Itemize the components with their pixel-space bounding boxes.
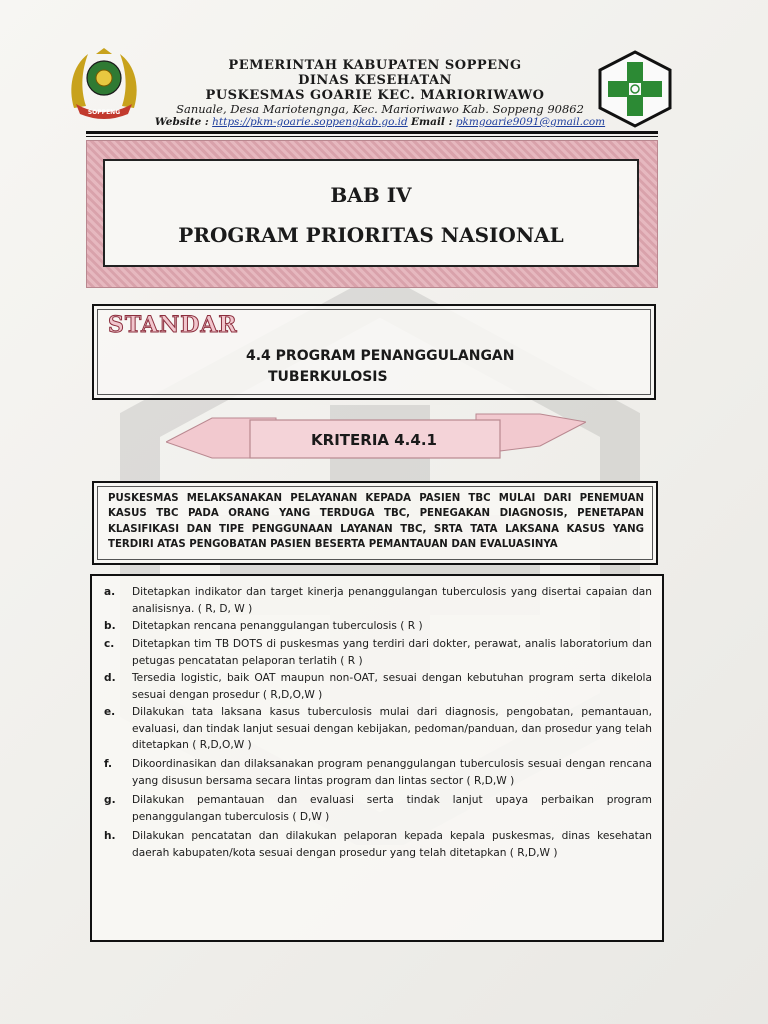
letterhead-address: Sanuale, Desa Mariotengnga, Kec. Marioriwawo Kab. Soppeng 90862 (176, 102, 584, 116)
list-item-letter: h. (104, 830, 116, 842)
list-item (104, 670, 652, 703)
chapter-banner (86, 140, 658, 288)
letterhead-rule-thick (86, 131, 658, 134)
list-item-text: Dilakukan pencatatan dan dilakukan pelaporan kepada kepala puskesmas, dinas kesehatan daerah kabupaten/kota sesuai dengan prosedur yang telah ditetapkan ( R,D,W ) (132, 830, 652, 859)
letterhead-rule-thin (86, 136, 658, 137)
list-item-letter: a. (104, 586, 116, 598)
soppeng-emblem-icon (66, 48, 142, 122)
department-name: DINAS KESEHATAN (298, 73, 452, 88)
criterion-statement: PUSKESMAS MELAKSANAKAN PELAYANAN KEPADA PASIEN TBC MULAI DARI PENEMUAN KASUS TBC PADA ORANG YANG TERDUGA TBC, PENEGAKAN DIAGNOSIS, PENETAPAN KLASIFIKASI DAN TIPE PENGGUNAAN LAYANAN TBC, SRTA TATA LAKSANA KASUS YANG TERDIRI ATAS PENGOBATAN PASIEN BESERTA PEMANTAUAN DAN EVALUASINYA (108, 493, 644, 550)
criteria-items-box (90, 574, 664, 942)
chapter-banner-inner (103, 159, 639, 267)
list-item (104, 792, 652, 825)
list-item-text: Ditetapkan tim TB DOTS di puskesmas yang terdiri dari dokter, perawat, analis laboratorium dan petugas pencatatan pelaporan terlatih ( R ) (132, 638, 652, 667)
website-label: Website : (154, 116, 209, 128)
chapter-number: BAB IV (330, 183, 412, 207)
criteria-label: KRITERIA 4.4.1 (311, 431, 437, 449)
criterion-statement-box (92, 481, 658, 565)
website-link[interactable]: https://pkm-goarie.soppengkab.go.id (212, 116, 408, 128)
puskesmas-name: PUSKESMAS GOARIE KEC. MARIORIWAWO (205, 88, 545, 103)
list-item-letter: b. (104, 620, 116, 632)
list-item-text: Dikoordinasikan dan dilaksanakan program penanggulangan tuberculosis sesuai dengan rencana yang disusun bersama secara lintas program dan lintas sector ( R,D,W ) (132, 758, 652, 787)
list-item (104, 828, 652, 861)
list-item (104, 618, 652, 635)
list-item-text: Ditetapkan indikator dan target kinerja penanggulangan tuberculosis yang disertai capaian dan analisisnya. ( R, D, W ) (132, 586, 652, 615)
list-item (104, 756, 652, 789)
standard-label: STANDAR (108, 312, 238, 338)
email-label: Email : (411, 116, 453, 128)
list-item (104, 636, 652, 669)
email-link[interactable]: pkmgoarie9091@gmail.com (455, 116, 606, 128)
chapter-title: PROGRAM PRIORITAS NASIONAL (178, 223, 564, 247)
list-item (104, 584, 652, 617)
list-item-text: Dilakukan pemantauan dan evaluasi serta tindak lanjut upaya perbaikan program penanggulangan tuberculosis ( D,W ) (132, 794, 652, 823)
government-name: PEMERINTAH KABUPATEN SOPPENG (228, 58, 522, 73)
standard-title-line1: 4.4 PROGRAM PENANGGULANGAN (246, 348, 515, 364)
list-item-letter: f. (104, 758, 113, 770)
letterhead-contact (150, 116, 610, 128)
list-item-letter: c. (104, 638, 115, 650)
list-item-text: Dilakukan tata laksana kasus tuberculosis mulai dari diagnosis, pengobatan, pemantauan, evaluasi, dan tindak lanjut sesuai dengan kebijakan, pedoman/panduan, dan prosedur yang telah ditetapkan ( R,D,O,W ) (132, 706, 652, 751)
list-item-letter: e. (104, 706, 116, 718)
list-item-letter: g. (104, 794, 116, 806)
list-item-text: Ditetapkan rencana penanggulangan tuberculosis ( R ) (132, 620, 423, 632)
list-item-text: Tersedia logistic, baik OAT maupun non-OAT, sesuai dengan kebutuhan program serta dikelola sesuai dengan prosedur ( R,D,O,W ) (132, 672, 652, 701)
list-item (104, 704, 652, 754)
list-item-letter: d. (104, 672, 116, 684)
emblem-ribbon-text: SOPPENG (87, 109, 121, 116)
standard-box (92, 304, 656, 400)
standard-title-line2: TUBERKULOSIS (268, 369, 388, 385)
health-cross-icon (596, 50, 674, 128)
